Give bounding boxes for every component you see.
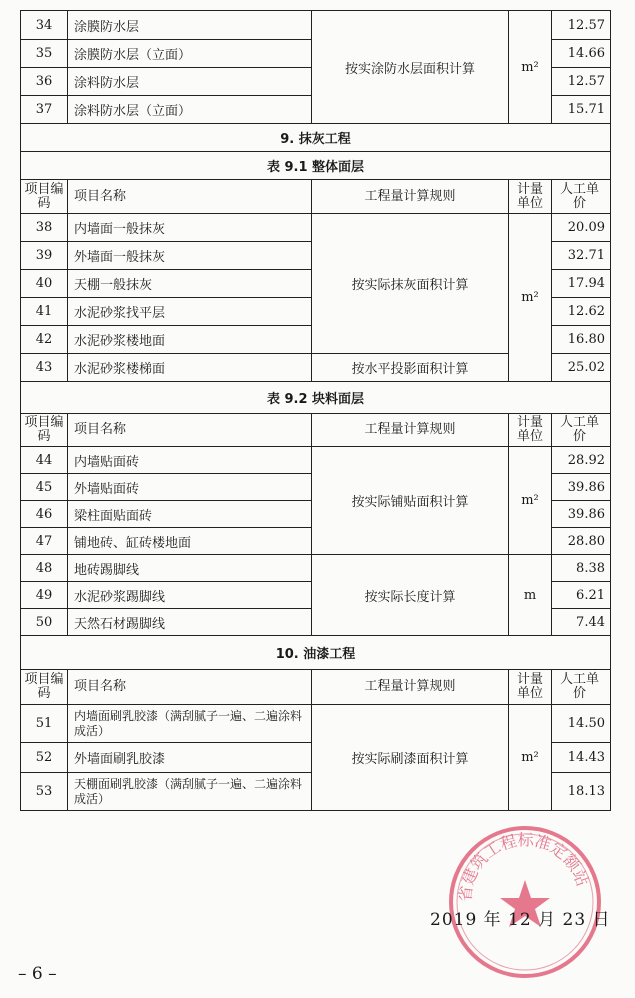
section-heading-row xyxy=(21,636,611,670)
item-name: 涂膜防水层（立面） xyxy=(68,40,312,68)
table-row xyxy=(21,705,611,743)
item-code: 41 xyxy=(21,298,68,326)
unit: m² xyxy=(509,447,552,555)
table-title-row xyxy=(21,152,611,180)
item-name: 内墙贴面砖 xyxy=(68,447,312,474)
issue-date: 2019 年 12 月 23 日 xyxy=(430,910,611,930)
page-number: – 6 – xyxy=(18,964,57,984)
item-name: 外墙贴面砖 xyxy=(68,474,312,501)
item-name: 内墙面刷乳胶漆（满刮腻子一遍、二遍涂料成活） xyxy=(68,705,312,743)
item-name: 水泥砂浆找平层 xyxy=(68,298,312,326)
table-title-row xyxy=(21,382,611,414)
unit: m² xyxy=(509,11,552,124)
section-title: 10. 油漆工程 xyxy=(21,636,611,670)
official-seal xyxy=(445,822,605,982)
labor-price: 25.02 xyxy=(552,354,611,382)
header-unit: 计量单位 xyxy=(509,670,552,705)
item-code: 35 xyxy=(21,40,68,68)
calc-rule: 按实际刷漆面积计算 xyxy=(312,705,509,811)
labor-price: 28.92 xyxy=(552,447,611,474)
item-name: 内墙面一般抹灰 xyxy=(68,214,312,242)
header-row xyxy=(21,670,611,705)
section-heading-row xyxy=(21,124,611,152)
labor-price: 17.94 xyxy=(552,270,611,298)
header-rule: 工程量计算规则 xyxy=(312,670,509,705)
item-code: 52 xyxy=(21,743,68,773)
table-row xyxy=(21,447,611,474)
calc-rule: 按实际铺贴面积计算 xyxy=(312,447,509,555)
table-row xyxy=(21,214,611,242)
calc-rule: 按实际长度计算 xyxy=(312,555,509,636)
item-code: 44 xyxy=(21,447,68,474)
header-code: 项目编码 xyxy=(21,180,68,214)
item-code: 39 xyxy=(21,242,68,270)
item-name: 水泥砂浆楼梯面 xyxy=(68,354,312,382)
labor-price: 32.71 xyxy=(552,242,611,270)
calc-rule: 按水平投影面积计算 xyxy=(312,354,509,382)
header-unit: 计量单位 xyxy=(509,180,552,214)
header-name: 项目名称 xyxy=(68,180,312,214)
table-row xyxy=(21,11,611,40)
item-name: 天棚面刷乳胶漆（满刮腻子一遍、二遍涂料成活） xyxy=(68,773,312,811)
labor-price: 39.86 xyxy=(552,474,611,501)
header-row xyxy=(21,180,611,214)
header-rule: 工程量计算规则 xyxy=(312,414,509,447)
item-name: 外墙面一般抹灰 xyxy=(68,242,312,270)
header-code: 项目编码 xyxy=(21,414,68,447)
item-code: 46 xyxy=(21,501,68,528)
table-row xyxy=(21,555,611,582)
seal-text: 省建筑工程标准定额站 xyxy=(455,830,593,903)
labor-price: 15.71 xyxy=(552,96,611,124)
unit: m² xyxy=(509,214,552,382)
labor-price: 14.66 xyxy=(552,40,611,68)
item-name: 涂料防水层 xyxy=(68,68,312,96)
unit: m² xyxy=(509,705,552,811)
header-name: 项目名称 xyxy=(68,414,312,447)
labor-price: 6.21 xyxy=(552,582,611,609)
labor-price: 14.50 xyxy=(552,705,611,743)
item-code: 45 xyxy=(21,474,68,501)
item-code: 37 xyxy=(21,96,68,124)
header-unit: 计量单位 xyxy=(509,414,552,447)
labor-price: 28.80 xyxy=(552,528,611,555)
item-code: 51 xyxy=(21,705,68,743)
quota-table xyxy=(20,10,611,811)
labor-price: 12.62 xyxy=(552,298,611,326)
item-code: 42 xyxy=(21,326,68,354)
header-name: 项目名称 xyxy=(68,670,312,705)
item-code: 40 xyxy=(21,270,68,298)
item-code: 49 xyxy=(21,582,68,609)
labor-price: 39.86 xyxy=(552,501,611,528)
labor-price: 14.43 xyxy=(552,743,611,773)
item-code: 50 xyxy=(21,609,68,636)
labor-price: 16.80 xyxy=(552,326,611,354)
header-row xyxy=(21,414,611,447)
labor-price: 12.57 xyxy=(552,68,611,96)
labor-price: 8.38 xyxy=(552,555,611,582)
item-name: 涂料防水层（立面） xyxy=(68,96,312,124)
labor-price: 20.09 xyxy=(552,214,611,242)
labor-price: 7.44 xyxy=(552,609,611,636)
header-price: 人工单价 xyxy=(552,670,611,705)
item-name: 天然石材踢脚线 xyxy=(68,609,312,636)
item-code: 36 xyxy=(21,68,68,96)
unit: m xyxy=(509,555,552,636)
item-name: 天棚一般抹灰 xyxy=(68,270,312,298)
section-title: 9. 抹灰工程 xyxy=(21,124,611,152)
header-price: 人工单价 xyxy=(552,180,611,214)
header-code: 项目编码 xyxy=(21,670,68,705)
item-code: 48 xyxy=(21,555,68,582)
table-title: 表 9.2 块料面层 xyxy=(21,382,611,414)
labor-price: 18.13 xyxy=(552,773,611,811)
item-name: 铺地砖、缸砖楼地面 xyxy=(68,528,312,555)
table-title: 表 9.1 整体面层 xyxy=(21,152,611,180)
item-name: 地砖踢脚线 xyxy=(68,555,312,582)
item-name: 水泥砂浆踢脚线 xyxy=(68,582,312,609)
item-name: 梁柱面贴面砖 xyxy=(68,501,312,528)
item-name: 涂膜防水层 xyxy=(68,11,312,40)
calc-rule: 按实涂防水层面积计算 xyxy=(312,11,509,124)
header-rule: 工程量计算规则 xyxy=(312,180,509,214)
item-code: 53 xyxy=(21,773,68,811)
item-name: 水泥砂浆楼地面 xyxy=(68,326,312,354)
header-price: 人工单价 xyxy=(552,414,611,447)
item-code: 38 xyxy=(21,214,68,242)
calc-rule: 按实际抹灰面积计算 xyxy=(312,214,509,354)
labor-price: 12.57 xyxy=(552,11,611,40)
item-code: 43 xyxy=(21,354,68,382)
item-name: 外墙面刷乳胶漆 xyxy=(68,743,312,773)
item-code: 34 xyxy=(21,11,68,40)
item-code: 47 xyxy=(21,528,68,555)
